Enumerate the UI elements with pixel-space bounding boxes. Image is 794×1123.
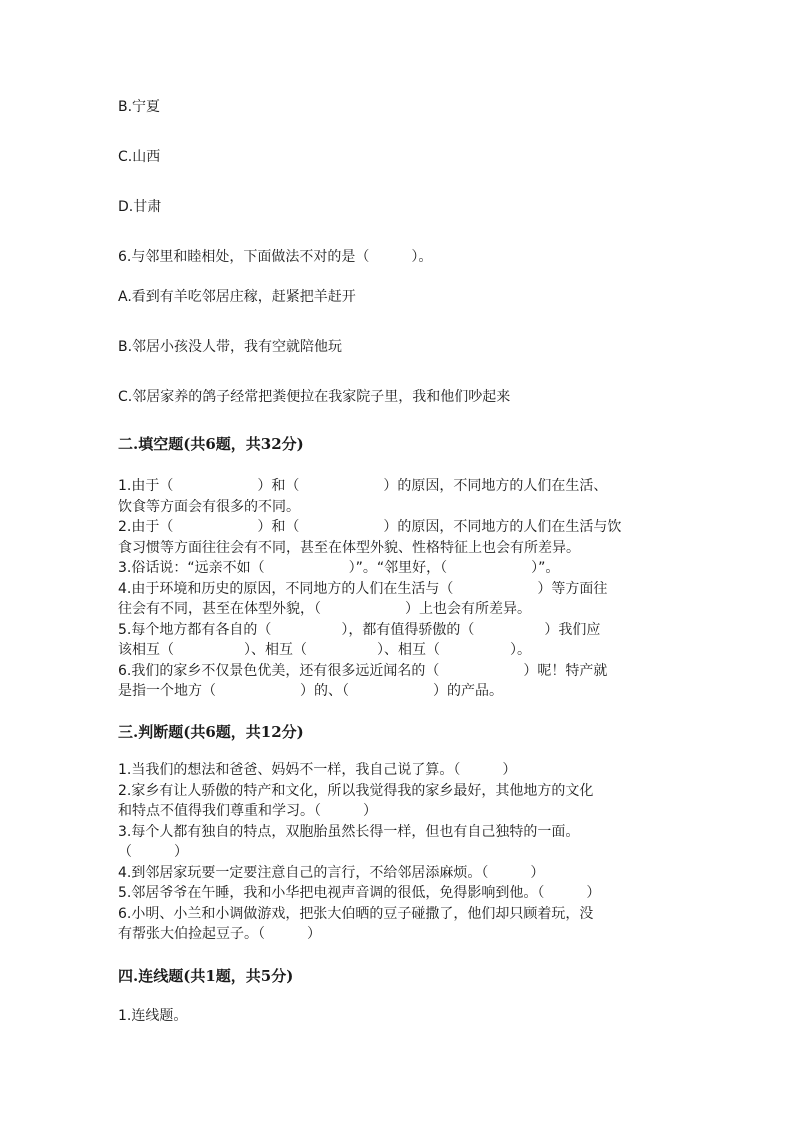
fill-line-2: 饮食等方面会有很多的不同。	[118, 498, 300, 515]
option-c-shanxi: C.山西	[118, 149, 161, 165]
judge-line-8: 6.小明、小兰和小调做游戏，把张大伯晒的豆子碰撒了，他们却只顾着玩，没	[118, 905, 594, 922]
question-6-option-a: A.看到有羊吃邻居庄稼，赶紧把羊赶开	[118, 289, 356, 305]
judge-line-4: 3.每个人都有独自的特点，双胞胎虽然长得一样，但也有自己独特的一面。	[118, 823, 580, 840]
question-6-option-c: C.邻居家养的鸽子经常把粪便拉在我家院子里，我和他们吵起来	[118, 389, 511, 405]
fill-line-1: 1.由于（ ）和（ ）的原因，不同地方的人们在生活、	[118, 478, 608, 494]
fill-line-11: 是指一个地方（ ）的、（ ）的产品。	[118, 683, 503, 699]
fill-line-4: 食习惯等方面往往会有不同，甚至在体型外貌、性格特征上也会有所差异。	[118, 539, 580, 556]
option-b-ningxia: B.宁夏	[118, 99, 161, 115]
fill-line-10: 6.我们的家乡不仅景色优美，还有很多远近闻名的（ ）呢！特产就	[118, 662, 608, 679]
question-6-stem: 6.与邻里和睦相处，下面做法不对的是（ ）。	[118, 249, 433, 265]
fill-line-3: 2.由于（ ）和（ ）的原因，不同地方的人们在生活与饮	[118, 519, 622, 535]
section-2-fill-blank-questions	[118, 476, 678, 702]
fill-line-5: 3.俗话说：“远亲不如（ ）”。“邻里好，（ ）”。	[118, 560, 560, 576]
fill-line-7: 往会有不同，甚至在体型外貌，（ ）上也会有所差异。	[118, 601, 531, 617]
judge-line-5: （ ）	[118, 844, 188, 860]
fill-line-6: 4.由于环境和历史的原因，不同地方的人们在生活与（ ）等方面往	[118, 580, 608, 597]
judge-line-2: 2.家乡有让人骄傲的特产和文化，所以我觉得我的家乡最好，其他地方的文化	[118, 782, 594, 799]
judge-line-9: 有帮张大伯捡起豆子。（ ）	[118, 926, 321, 942]
question-6-option-b: B.邻居小孩没人带，我有空就陪他玩	[118, 339, 343, 355]
section-3-title: 三.判断题(共6题，共12分)	[118, 723, 304, 741]
section-2-title: 二.填空题(共6题，共32分)	[118, 435, 304, 453]
judge-line-3: 和特点不值得我们尊重和学习。（ ）	[118, 803, 377, 819]
section-4-question-1: 1.连线题。	[118, 1008, 188, 1024]
judge-line-6: 4.到邻居家玩要一定要注意自己的言行，不给邻居添麻烦。（ ）	[118, 864, 545, 881]
option-d-gansu: D.甘肃	[118, 199, 162, 215]
judge-line-1: 1.当我们的想法和爸爸、妈妈不一样，我自己说了算。（ ）	[118, 762, 517, 778]
fill-line-8: 5.每个地方都有各自的（ ），都有值得骄傲的（ ）我们应	[118, 621, 601, 638]
section-4-title: 四.连线题(共1题，共5分)	[118, 967, 294, 985]
fill-line-9: 该相互（ ）、相互（ ）、相互（ ）。	[118, 642, 531, 658]
judge-line-7: 5.邻居爷爷在午睡，我和小华把电视声音调的很低，免得影响到他。（ ）	[118, 885, 601, 901]
section-3-true-false-questions	[118, 760, 678, 945]
